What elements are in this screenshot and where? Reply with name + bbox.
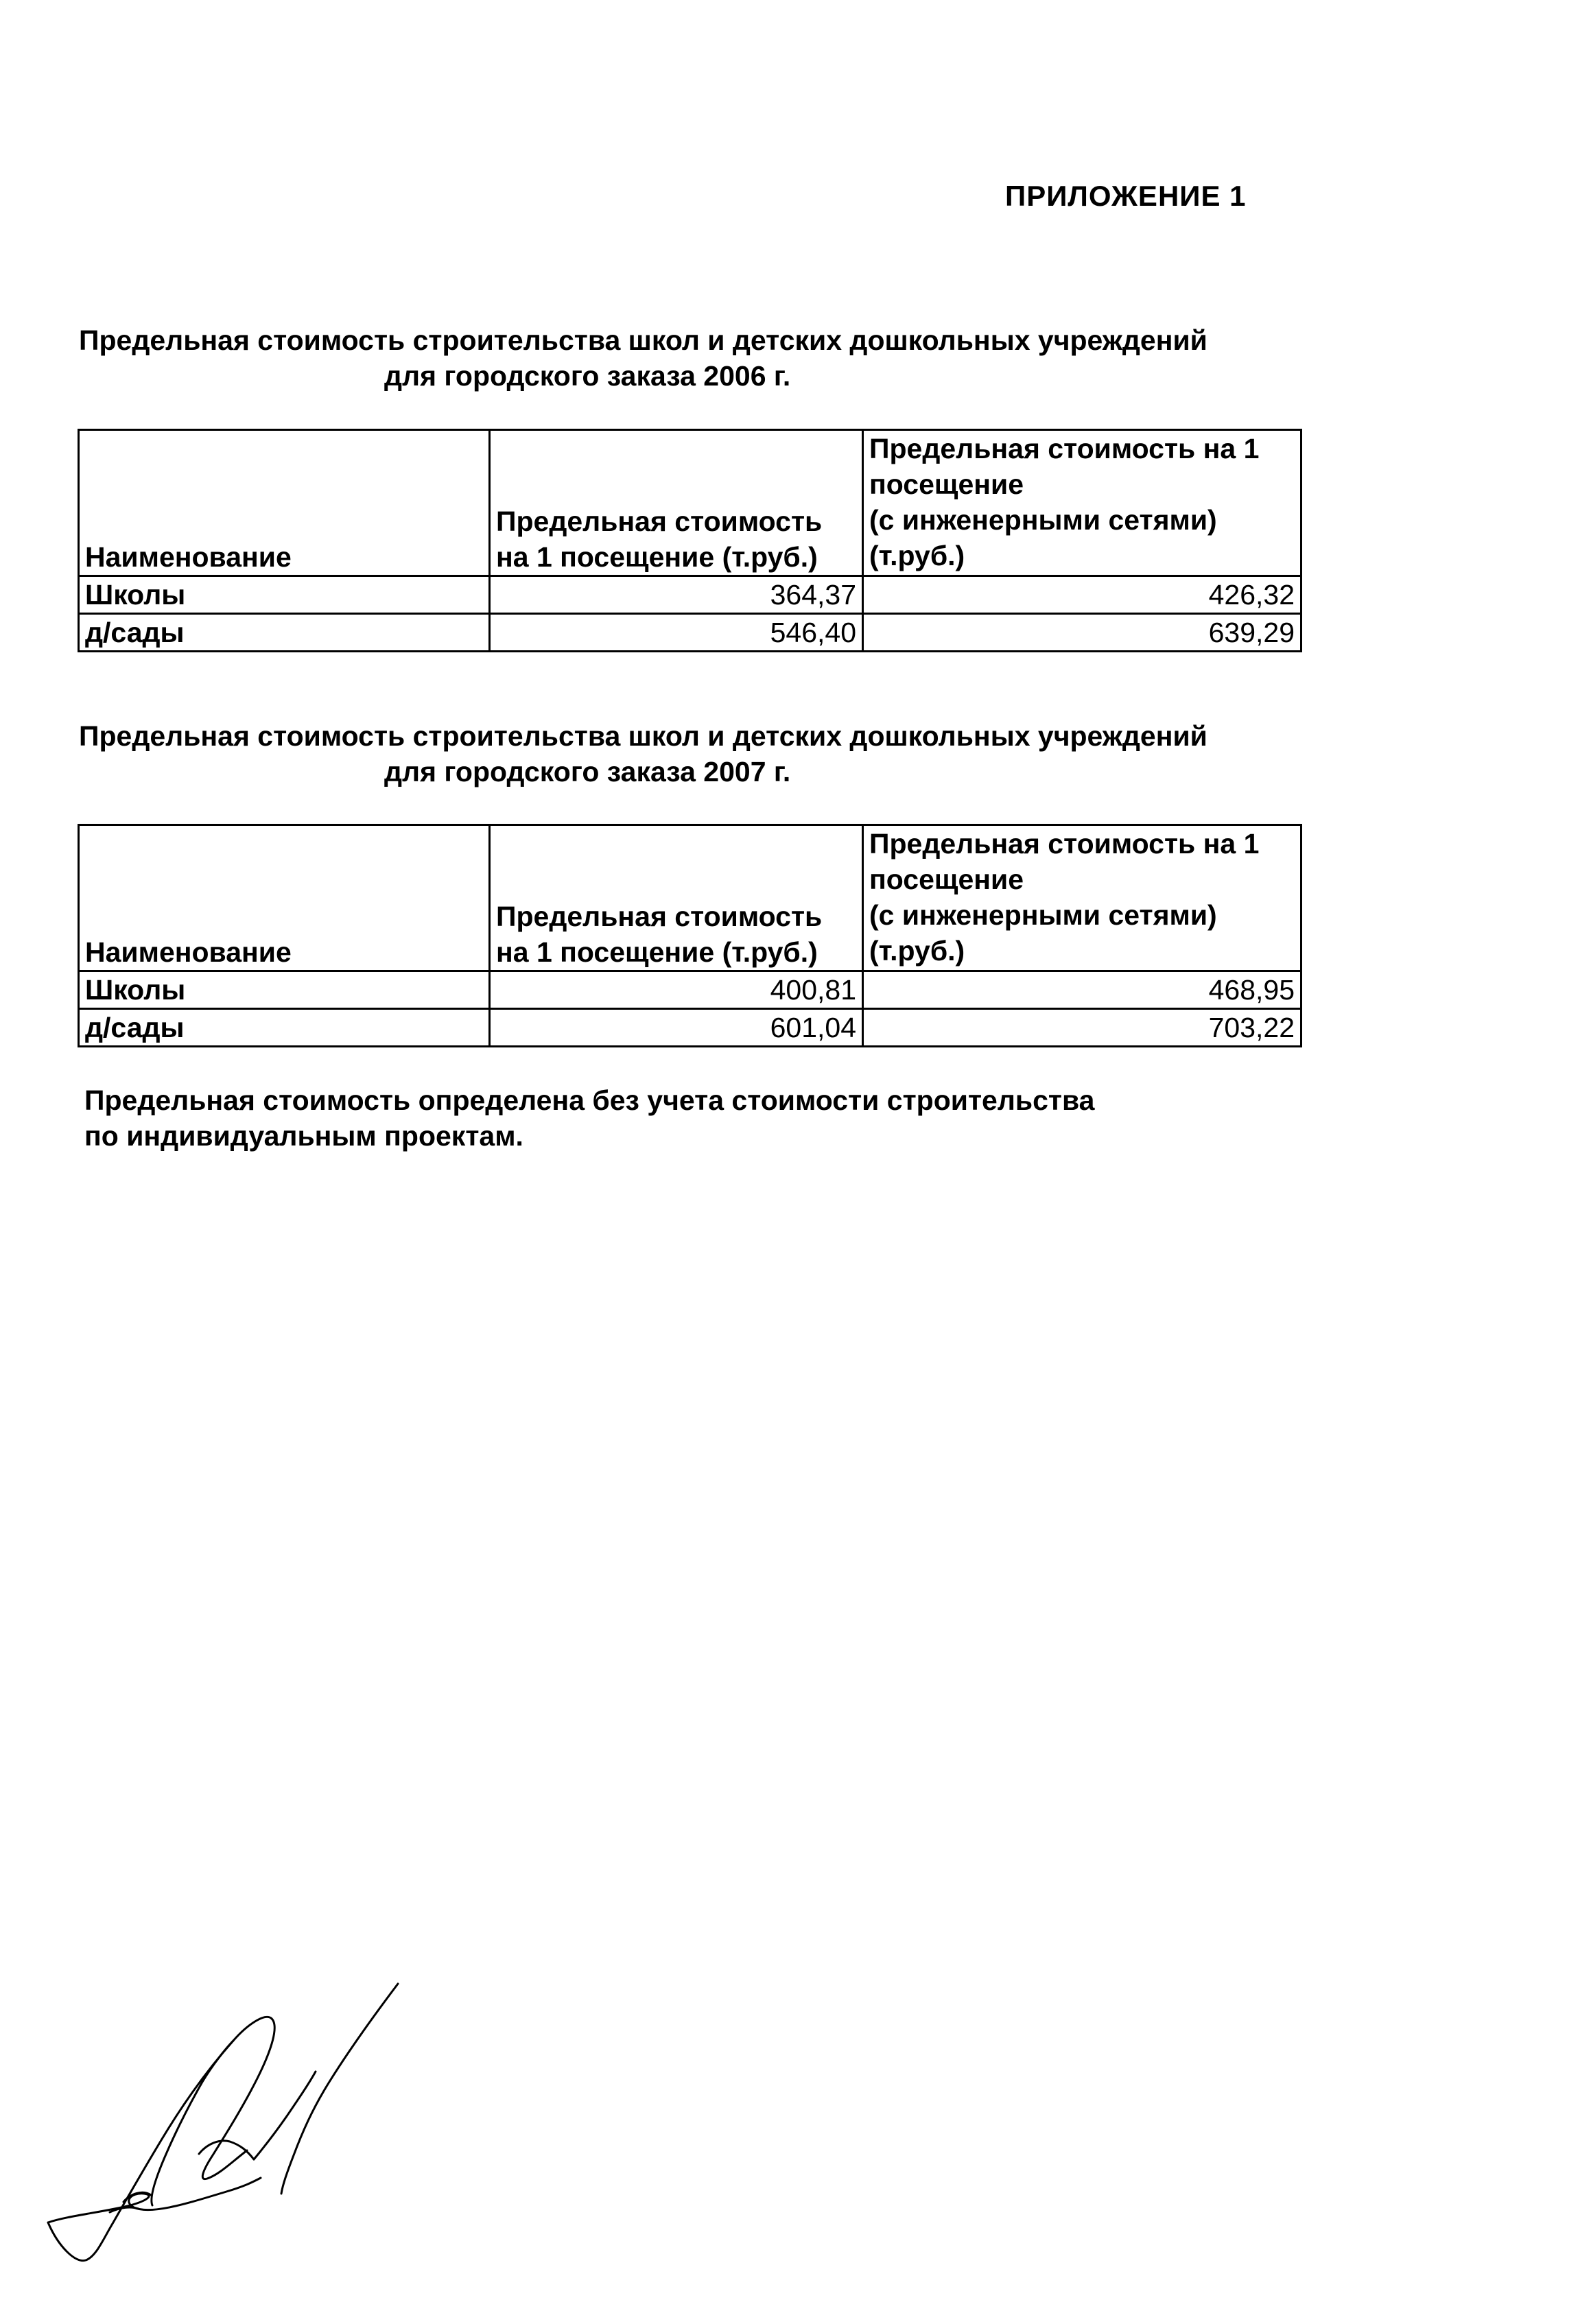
section-title-line1: Предельная стоимость строительства школ и детских дошкольных учреждений [79, 324, 1207, 356]
header-name: Наименование [79, 825, 490, 971]
header-cost [490, 825, 863, 971]
cost-table-2006 [78, 429, 1302, 652]
header-cost-line1: Предельная стоимость [496, 901, 823, 932]
header-cost-line1: Предельная стоимость [496, 506, 823, 537]
row-cost-networks: 639,29 [863, 614, 1301, 652]
header-cost-networks-line3: (с инженерными сетями) [869, 504, 1217, 536]
row-cost: 546,40 [490, 614, 863, 652]
row-cost-networks: 426,32 [863, 576, 1301, 614]
annex-label: ПРИЛОЖЕНИЕ 1 [1005, 180, 1247, 212]
row-name: Школы [79, 971, 490, 1009]
section-title-line2: для городского заказа 2006 г. [384, 360, 791, 392]
section-title-line1: Предельная стоимость строительства школ и детских дошкольных учреждений [79, 720, 1207, 752]
row-cost-networks: 703,22 [863, 1009, 1301, 1047]
footnote [84, 1082, 1182, 1154]
table-header-row [79, 430, 1301, 576]
row-cost: 400,81 [490, 971, 863, 1009]
header-cost-line2: на 1 посещение (т.руб.) [496, 936, 818, 968]
row-name: д/сады [79, 1009, 490, 1047]
row-cost: 601,04 [490, 1009, 863, 1047]
section-title-2006 [79, 322, 1231, 394]
header-cost-networks-line1: Предельная стоимость на 1 [869, 433, 1260, 464]
table-row [79, 576, 1301, 614]
header-cost-networks-line2: посещение [869, 864, 1024, 895]
footnote-line1: Предельная стоимость определена без учета стоимости строительства [84, 1084, 1095, 1116]
header-cost-networks [863, 430, 1301, 576]
header-cost-networks [863, 825, 1301, 971]
table-row [79, 614, 1301, 652]
table-row [79, 1009, 1301, 1047]
row-name: д/сады [79, 614, 490, 652]
row-cost-networks: 468,95 [863, 971, 1301, 1009]
row-cost: 364,37 [490, 576, 863, 614]
header-cost-networks-line1: Предельная стоимость на 1 [869, 828, 1260, 859]
cost-table-2007 [78, 824, 1302, 1047]
header-cost-networks-line2: посещение [869, 469, 1024, 500]
signature [27, 1976, 412, 2270]
section-title-2007 [79, 718, 1231, 790]
table-header-row [79, 825, 1301, 971]
footnote-line2: по индивидуальным проектам. [84, 1120, 523, 1152]
row-name: Школы [79, 576, 490, 614]
header-cost-networks-line3: (с инженерными сетями) [869, 899, 1217, 931]
header-cost-networks-line4: (т.руб.) [869, 935, 965, 967]
header-name: Наименование [79, 430, 490, 576]
header-cost-networks-line4: (т.руб.) [869, 540, 965, 571]
header-cost [490, 430, 863, 576]
section-title-line2: для городского заказа 2007 г. [384, 756, 791, 787]
table-row [79, 971, 1301, 1009]
header-cost-line2: на 1 посещение (т.руб.) [496, 541, 818, 573]
